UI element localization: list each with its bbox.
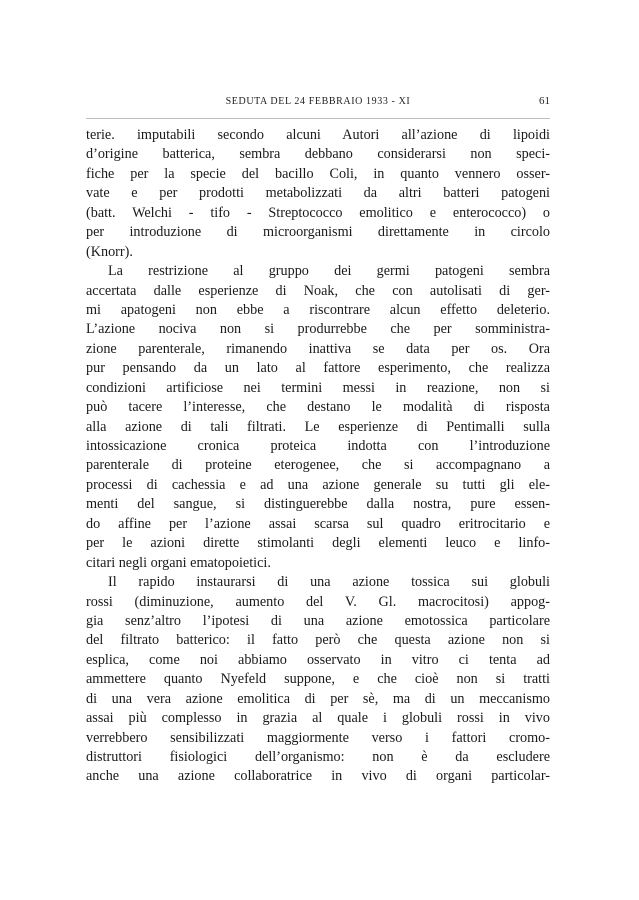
running-title: SEDUTA DEL 24 FEBBRAIO 1933 - XI: [225, 96, 411, 107]
text-line: intossicazione cronica proteica indotta con l’introduzione: [86, 438, 550, 454]
text-line: terie. imputabili secondo alcuni Autori all’azione di lipoidi: [86, 127, 550, 143]
text-line: rossi (diminuzione, aumento del V. Gl. macrocitosi) appog-: [86, 593, 550, 610]
header-divider: [86, 118, 550, 119]
text-line: do affine per l’azione assai scarsa sul quadro eritrocitario e: [86, 515, 550, 532]
text-line: per introduzione di microorganismi direttamente in circolo: [86, 224, 550, 241]
text-line: (batt. Welchi - tifo - Streptococco emolitico e enterococco) o: [86, 204, 550, 221]
text-line: vate e per prodotti metabolizzati da altri batteri patogeni: [86, 185, 550, 202]
text-line: pur pensando da un lato al fattore esperimento, che realizza: [86, 360, 550, 377]
text-line: menti del sangue, si distinguerebbe dalla nostra, pure essen-: [86, 496, 550, 513]
text-line: d’origine batterica, sembra debbano considerarsi non speci-: [86, 146, 550, 163]
text-line: può tacere l’interesse, che destano le modalità di risposta: [86, 399, 550, 416]
text-line: accertata dalle esperienze di Noak, che con autolisati di ger-: [86, 282, 550, 299]
page-number: 61: [539, 95, 550, 107]
text-line: ammettere quanto Nyefeld suppone, e che cioè non si tratti: [86, 671, 550, 688]
text-line: verrebbero sensibilizzati maggiormente verso i fattori cromo-: [86, 729, 550, 746]
text-line: anche una azione collaboratrice in vivo di organi particolar-: [86, 768, 550, 785]
text-line: distruttori fisiologici dell’organismo: non è da escludere: [86, 749, 550, 765]
text-line: La restrizione al gruppo dei germi patogeni sembra: [108, 263, 550, 280]
text-line: L’azione nociva non si produrrebbe che per somministra-: [86, 321, 550, 338]
text-line: citari negli organi ematopoietici.: [86, 554, 271, 571]
text-line: processi di cachessia e ad una azione generale su tutti gli ele-: [86, 476, 550, 493]
running-head: [86, 96, 550, 114]
body-text: [86, 126, 550, 787]
text-line: condizioni artificiose nei termini messi in reazione, non si: [86, 379, 550, 396]
text-line: mi apatogeni non ebbe a riscontrare alcun effetto deleterio.: [86, 301, 550, 318]
text-line: esplica, come noi abbiamo osservato in vitro ci tenta ad: [86, 651, 550, 668]
text-line: (Knorr).: [86, 243, 133, 260]
text-line: di una vera azione emolitica di per sè, ma di un meccanismo: [86, 690, 550, 707]
text-line: parenterale di proteine eterogenee, che si accompagnano a: [86, 457, 550, 474]
text-line: alla azione di tali filtrati. Le esperienze di Pentimalli sulla: [86, 418, 550, 435]
text-line: gia senz’altro l’ipotesi di una azione emotossica particolare: [86, 612, 550, 629]
text-line: zione parenterale, rimanendo inattiva se data per os. Ora: [86, 340, 550, 357]
text-line: Il rapido instaurarsi di una azione tossica sui globuli: [108, 574, 550, 591]
text-line: assai più complesso in grazia al quale i globuli rossi in vivo: [86, 710, 550, 727]
text-line: per le azioni dirette stimolanti degli elementi leuco e linfo-: [86, 535, 550, 552]
text-line: del filtrato batterico: il fatto però che questa azione non si: [86, 632, 550, 649]
text-line: fiche per la specie del bacillo Coli, in quanto vennero osser-: [86, 165, 550, 182]
